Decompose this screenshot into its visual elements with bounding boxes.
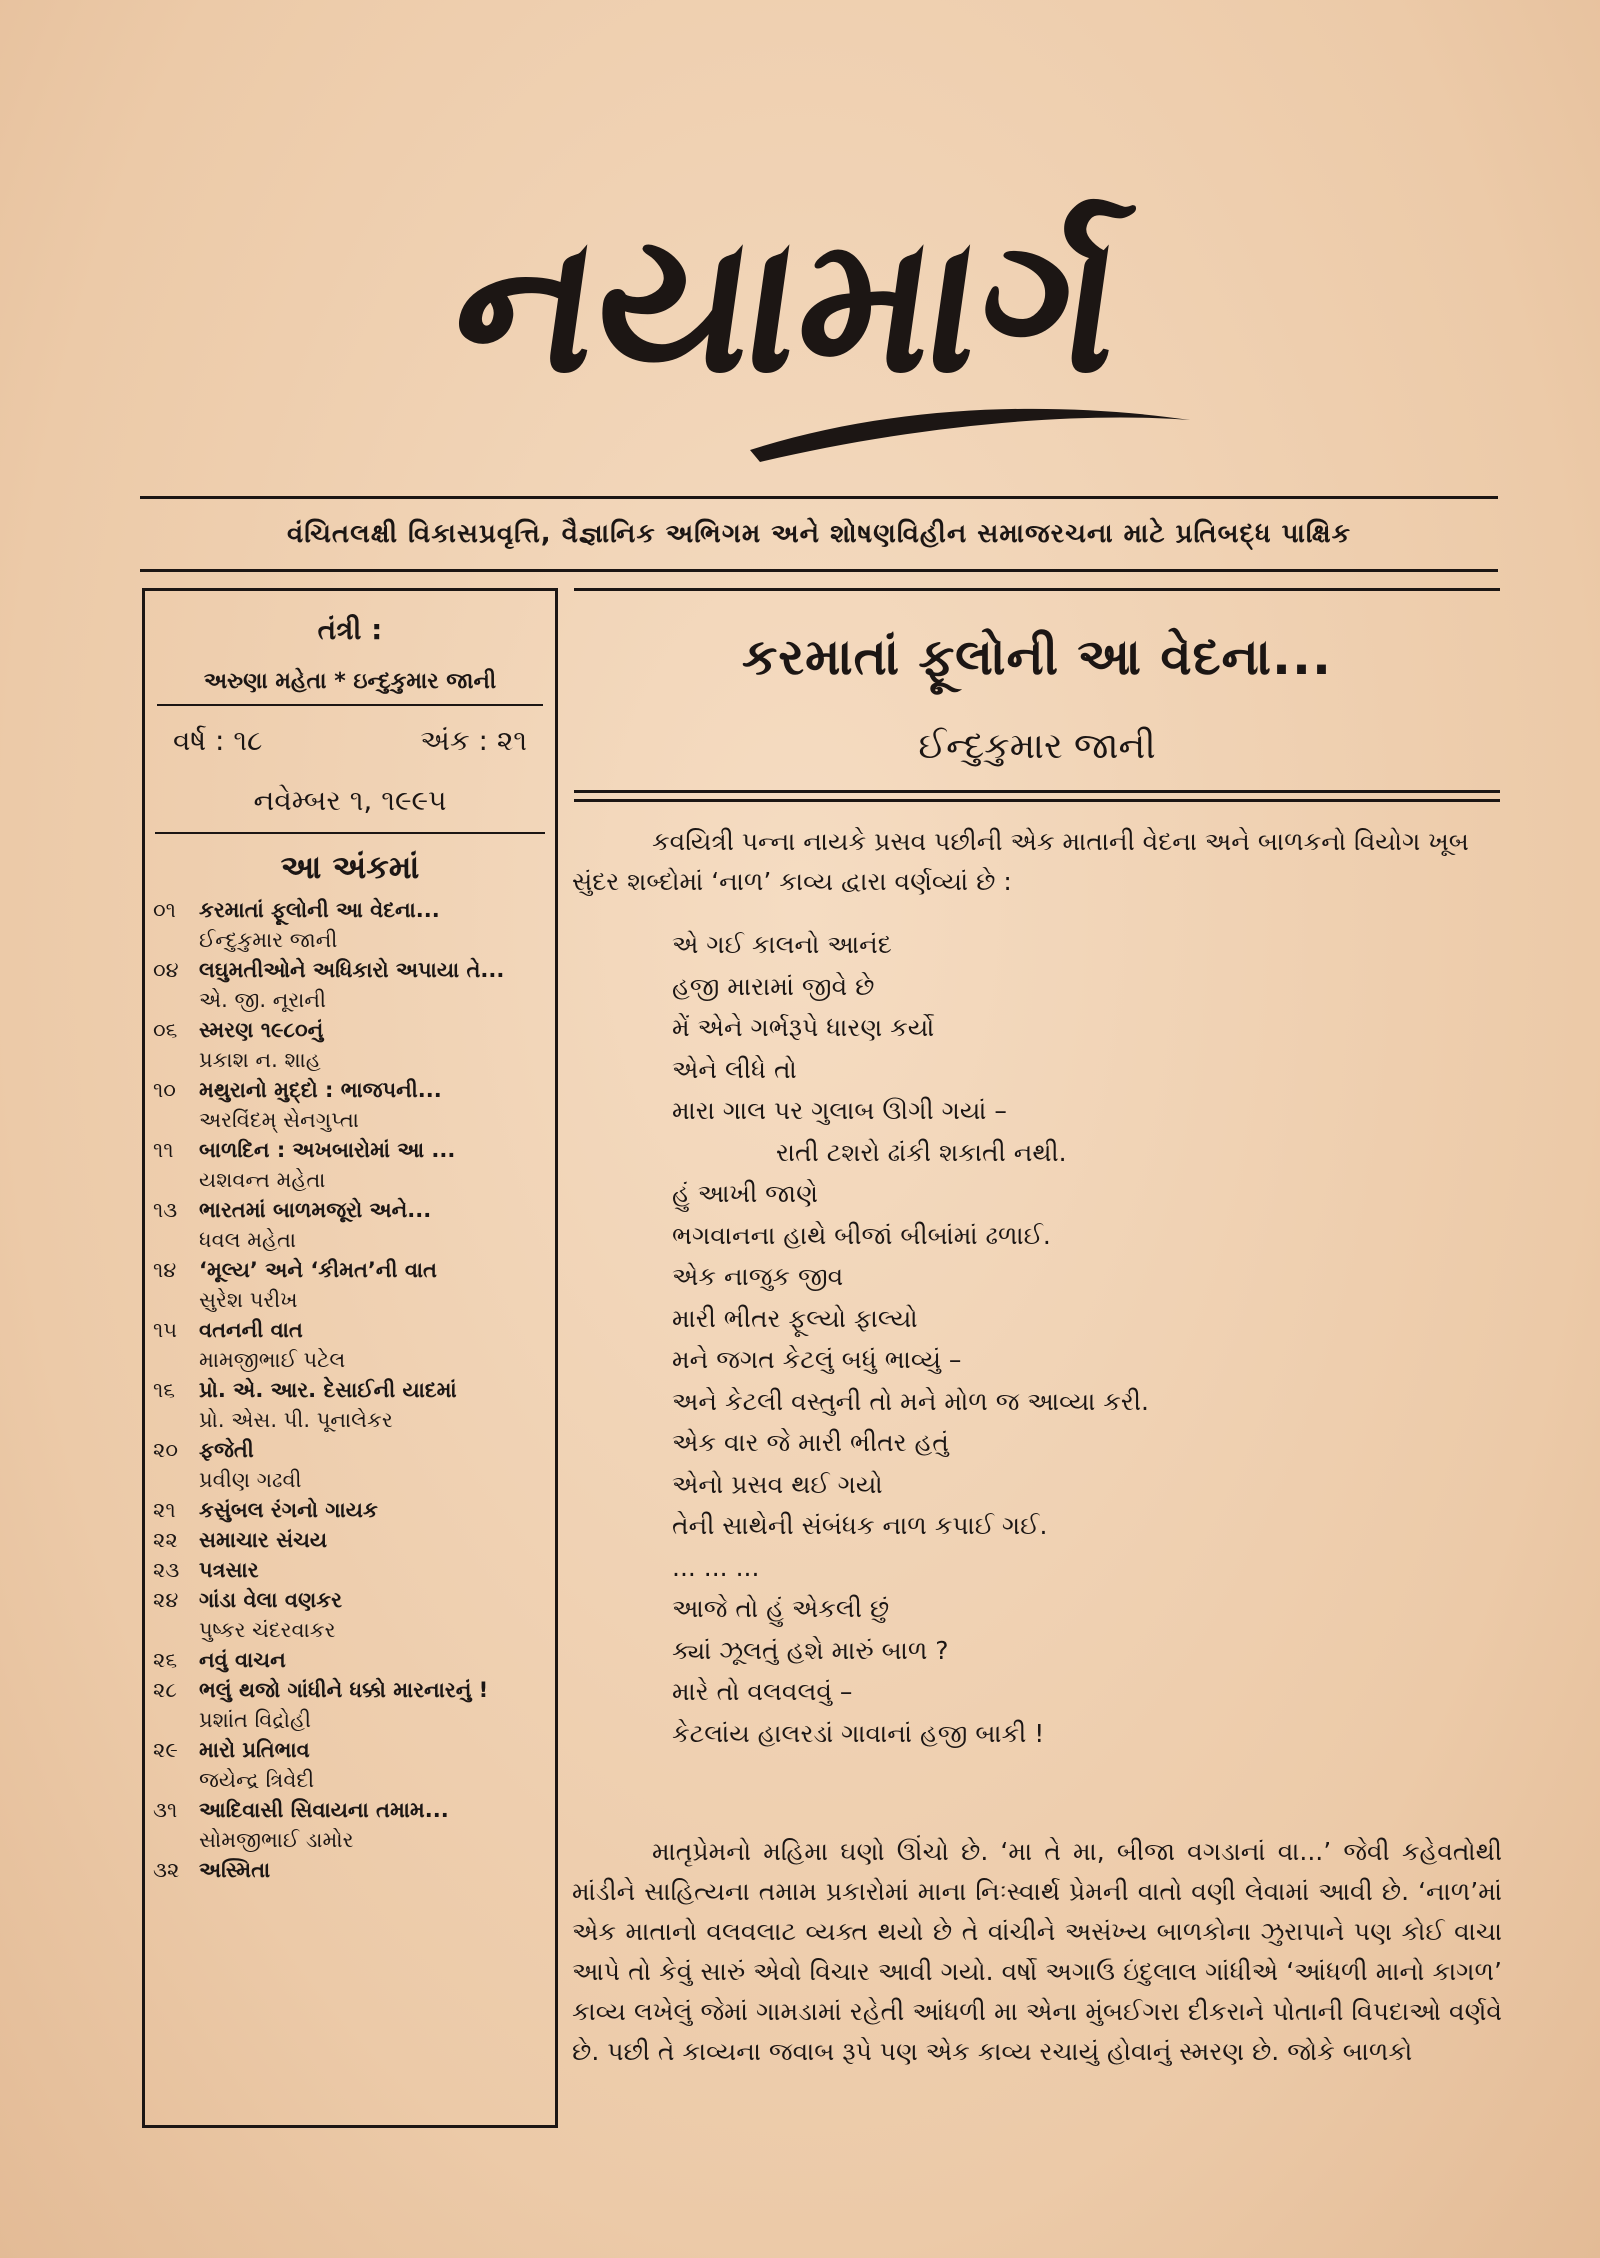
toc-entry-author: ધવલ મહેતા (199, 1228, 297, 1252)
toc-entry-title: અસ્મિતા (199, 1858, 271, 1882)
toc-entry (199, 1585, 547, 1645)
poem-line: એક વાર જે મારી ભીતર હતું (672, 1428, 949, 1457)
article-author: ઈન્દુકુમાર જાની (918, 726, 1156, 767)
toc-page-number: ૨૪ (153, 1588, 179, 1612)
toc-entry-author: સોમજીભાઈ ડામોર (199, 1828, 354, 1852)
toc-page-number: ૦૪ (153, 958, 179, 982)
toc-entry-title: સમાચાર સંચય (199, 1528, 328, 1552)
toc-entry-author: અરવિંદમ્ સેનગુપ્તા (199, 1108, 359, 1132)
toc-entry (199, 1555, 547, 1585)
toc-entry (199, 1075, 547, 1135)
toc-entry-author: પ્રો. એસ. પી. પૂનાલેકર (199, 1408, 393, 1432)
toc-entry-title: આદિવાસી સિવાયના તમામ... (199, 1798, 449, 1822)
toc-item (153, 1255, 547, 1315)
poem-line: આજે તો હું એકલી છું (672, 1594, 890, 1623)
toc-entry-author: સુરેશ પરીખ (199, 1288, 298, 1312)
toc-entry-title: મથુરાનો મુદ્દો : ભાજપની... (199, 1078, 442, 1102)
toc-entry (199, 955, 547, 1015)
sidebar-box (142, 588, 558, 2128)
toc-item (153, 1375, 547, 1435)
toc-entry-title: ફજેતી (199, 1438, 254, 1462)
toc-item (153, 1855, 547, 1885)
toc-item (153, 1735, 547, 1795)
poem-line: ભગવાનના હાથે બીજાં બીબાંમાં ઢળાઈ. (672, 1220, 1051, 1250)
toc-page-number: ૦૬ (153, 1018, 178, 1042)
poem-line: હજી મારામાં જીવે છે (672, 971, 875, 1001)
toc-entry-author: મામજીભાઈ પટેલ (199, 1348, 346, 1372)
toc-entry-title: નવું વાચન (199, 1648, 286, 1672)
toc-entry (199, 895, 547, 955)
issue-date: નવેમ્બર ૧, ૧૯૯૫ (155, 766, 545, 834)
toc-entry (199, 1525, 547, 1555)
toc-entry-title: પ્રો. એ. આર. દેસાઈની યાદમાં (199, 1378, 457, 1402)
toc-page-number: ૨૦ (153, 1438, 178, 1462)
poem-line: હું આખી જાણે (672, 1179, 818, 1208)
toc-entry-title: ભારતમાં બાળમજૂરો અને... (199, 1198, 432, 1222)
toc-entry-title: પત્રસાર (199, 1558, 259, 1582)
article-double-rule (574, 790, 1500, 802)
toc-item (153, 1195, 547, 1255)
toc-item (153, 1585, 547, 1645)
poem (672, 924, 1472, 1754)
toc-entry (199, 1795, 547, 1855)
toc-page-number: ૧૧ (153, 1138, 174, 1162)
toc-item (153, 1075, 547, 1135)
article-top-rule (574, 588, 1500, 591)
toc-entry (199, 1255, 547, 1315)
toc-item (153, 955, 547, 1015)
toc-entry-title: ગાંડા વેલા વણકર (199, 1588, 342, 1612)
poem-line: તેની સાથેની સંબંધક નાળ કપાઈ ગઈ. (672, 1511, 1048, 1540)
toc-page-number: ૨૨ (153, 1528, 178, 1552)
toc-item (153, 1435, 547, 1495)
toc-entry-title: ભલું થજો ગાંધીને ધક્કો મારનારનું ! (199, 1678, 489, 1702)
toc-entry-author: ઈન્દુકુમાર જાની (199, 928, 338, 952)
toc-entry-author: પ્રકાશ ન. શાહ (199, 1048, 321, 1072)
toc-entry (199, 1435, 547, 1495)
toc-entry (199, 1195, 547, 1255)
article-body: માતૃપ્રેમનો મહિમા ઘણો ઊંચો છે. ‘મા તે મા, બીજા વગડાનાં વા...’ જેવી કહેવતોથી માંડીને સાહિત્યના તમામ પ્રકારોમાં માના નિઃસ્વાર્થ પ્રેમની વાતો વણી લેવામાં આવી છે. ‘નાળ’માં એક માતાનો વલવલાટ વ્યક્ત થયો છે તે વાંચીને અસંખ્ય બાળકોના ઝુરાપાને પણ કોઈ વાચા આપે તો કેવું સારું એવો વિચાર આવી ગયો. વર્ષો અગાઉ ઇંદુલાલ ગાંધીએ ‘આંધળી માનો કાગળ’ કાવ્ય લખેલું જેમાં ગામડામાં રહેતી આંધળી મા એના મુંબઈગરા દીકરાને પોતાની વિપદાઓ વર્ણવે છે. પછી તે કાવ્યના જવાબ રૂપે પણ એક કાવ્ય રચાયું હોવાનું સ્મરણ છે. જોકે બાળકો (572, 1837, 1502, 2066)
poem-line: મારા ગાલ પર ગુલાબ ઊગી ગયાં – (672, 1096, 1007, 1125)
poem-line: મને જગત કેટલું બધું ભાવ્યું – (672, 1345, 962, 1374)
toc-page-number: ૩૨ (153, 1858, 180, 1882)
toc-page-number: ૨૬ (153, 1648, 178, 1672)
toc-entry-author: પુષ્કર ચંદરવાકર (199, 1618, 336, 1642)
toc-item (153, 895, 547, 955)
toc-item (153, 1015, 547, 1075)
issue-row (145, 706, 555, 766)
article-intro: કવયિત્રી પન્ના નાયકે પ્રસવ પછીની એક માતાની વેદના અને બાળકનો વિયોગ ખૂબ સુંદર શબ્દોમાં ‘નાળ’ કાવ્ય દ્વારા વર્ણવ્યાં છે : (572, 827, 1469, 896)
toc-page-number: ૧૪ (153, 1258, 177, 1282)
toc-title: આ અંકમાં (280, 848, 420, 886)
toc-page-number: ૨૩ (153, 1558, 180, 1582)
toc-entry-author: એ. જી. નૂરાની (199, 988, 327, 1012)
toc-item (153, 1555, 547, 1585)
toc-entry (199, 1015, 547, 1075)
toc-page-number: ૩૧ (153, 1798, 178, 1822)
toc-item (153, 1795, 547, 1855)
poem-line: કેટલાંય હાલરડાં ગાવાનાં હજી બાકી ! (672, 1718, 1045, 1748)
toc-page-number: ૦૧ (153, 898, 176, 922)
poem-line: મેં એને ગર્ભરૂપે ધારણ કર્યો (672, 1013, 935, 1042)
masthead-swoosh (750, 409, 1190, 462)
toc-page-number: ૧૬ (153, 1378, 176, 1402)
toc-entry-title: સ્મરણ ૧૯૮૦નું (199, 1018, 324, 1042)
toc-entry-title: વતનની વાત (199, 1318, 303, 1342)
toc-page-number: ૨૮ (153, 1678, 177, 1702)
toc-item (153, 1495, 547, 1525)
toc-entry-title: કસુંબલ રંગનો ગાયક (199, 1498, 378, 1522)
toc-item (153, 1645, 547, 1675)
table-of-contents (145, 895, 555, 1885)
toc-entry-author: જયેન્દ્ર ત્રિવેદી (199, 1768, 315, 1792)
issue-number: અંક : ૨૧ (420, 724, 527, 757)
toc-entry-title: મારો પ્રતિભાવ (199, 1738, 310, 1762)
masthead-logo (330, 150, 1290, 480)
toc-entry (199, 1135, 547, 1195)
tagline: વંચિતલક્ષી વિકાસપ્રવૃત્તિ, વૈજ્ઞાનિક અભિગમ અને શોષણવિહીન સમાજરચના માટે પ્રતિબદ્ધ પાક્ષિક (287, 518, 1351, 549)
masthead-title: નયામાર્ગ (441, 194, 1136, 416)
poem-line: એનો પ્રસવ થઈ ગયો (672, 1469, 883, 1499)
poem-line: અને કેટલી વસ્તુની તો મને મોળ જ આવ્યા કરી. (672, 1386, 1149, 1416)
toc-entry (199, 1645, 547, 1675)
toc-entry-author: યશવન્ત મહેતા (199, 1168, 326, 1192)
toc-entry-title: બાળદિન : અખબારોમાં આ ... (199, 1138, 456, 1162)
toc-entry (199, 1495, 547, 1525)
toc-entry-title: ‘મૂલ્ય’ અને ‘કીમત’ની વાત (199, 1258, 437, 1282)
toc-entry (199, 1375, 547, 1435)
toc-page-number: ૨૯ (153, 1738, 178, 1762)
poem-line: રાતી ટશરો ઢાંકી શકાતી નથી. (776, 1137, 1067, 1167)
toc-entry-title: કરમાતાં ફૂલોની આ વેદના... (199, 898, 440, 922)
poem-line: એને લીધે તો (672, 1054, 797, 1084)
toc-item (153, 1675, 547, 1735)
poem-line: મારી ભીતર ફૂલ્યો ફાલ્યો (672, 1303, 918, 1333)
tagline-bar (140, 496, 1498, 572)
toc-entry-author: પ્રવીણ ગઢવી (199, 1468, 302, 1492)
toc-entry (199, 1315, 547, 1375)
poem-line: ક્યાં ઝૂલતું હશે મારું બાળ ? (672, 1635, 949, 1665)
toc-entry (199, 1675, 547, 1735)
editors: અરુણા મહેતા * ઇન્દુકુમાર જાની (157, 669, 543, 706)
poem-line: મારે તો વલવલવું – (672, 1677, 853, 1706)
toc-entry (199, 1855, 547, 1885)
poem-line: ... ... ... (672, 1552, 760, 1582)
toc-entry (199, 1735, 547, 1795)
toc-page-number: ૧૩ (153, 1198, 178, 1222)
article-title: કરમાતાં ફૂલોની આ વેદના... (741, 628, 1333, 686)
poem-line: એક નાજુક જીવ (672, 1262, 844, 1291)
year: વર્ષ : ૧૮ (173, 724, 263, 757)
toc-item (153, 1315, 547, 1375)
toc-item (153, 1135, 547, 1195)
toc-entry-author: પ્રશાંત વિદ્રોહી (199, 1708, 311, 1732)
editor-label: તંત્રી : (317, 613, 383, 646)
toc-page-number: ૨૧ (153, 1498, 176, 1522)
toc-page-number: ૧૦ (153, 1078, 176, 1102)
toc-entry-title: લઘુમતીઓને અધિકારો અપાયા તે... (199, 958, 505, 982)
toc-page-number: ૧૫ (153, 1318, 178, 1342)
poem-line: એ ગઈ કાલનો આનંદ (672, 930, 892, 959)
toc-item (153, 1525, 547, 1555)
